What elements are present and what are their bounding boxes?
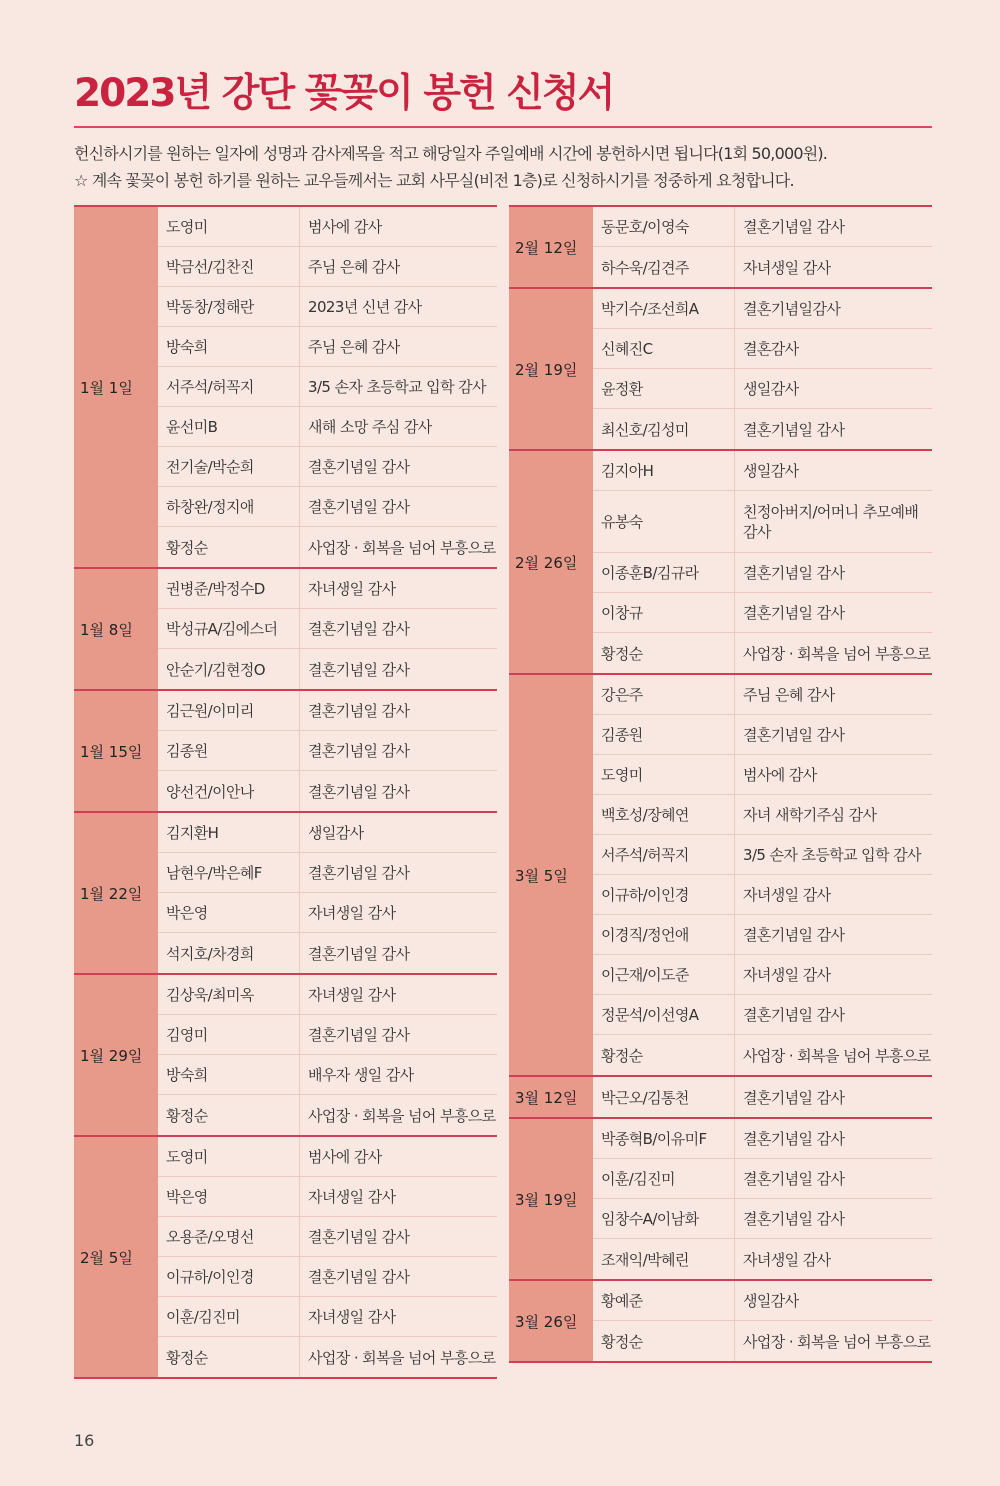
entry-list <box>593 1077 932 1117</box>
applicant-name: 도영미 <box>593 755 735 794</box>
table-row <box>593 451 932 491</box>
applicant-name: 도영미 <box>158 1137 300 1176</box>
entry-list <box>158 813 497 973</box>
applicant-name: 동문호/이영숙 <box>593 207 735 246</box>
thanks-subject: 범사에 감사 <box>743 766 817 784</box>
applicant-name: 이훈/김진미 <box>158 1297 300 1336</box>
thanks-subject: 결혼기념일 감사 <box>743 420 845 439</box>
table-row <box>593 1281 932 1321</box>
thanks-subject: 결혼기념일 감사 <box>308 782 410 801</box>
table-row <box>158 247 497 287</box>
table-row <box>158 975 497 1015</box>
applicant-name: 하창완/정지애 <box>158 487 300 526</box>
table-row <box>158 813 497 853</box>
date-group <box>74 811 497 973</box>
table-row <box>593 1239 932 1279</box>
applicant-name: 권병준/박정수D <box>158 569 300 608</box>
applicant-name: 황정순 <box>158 1337 300 1377</box>
thanks-subject: 자녀생일 감사 <box>743 966 831 984</box>
thanks-subject: 사업장 · 회복을 넘어 부흥으로 <box>308 1106 496 1125</box>
thanks-subject: 결혼기념일 감사 <box>308 498 410 516</box>
entry-list <box>158 975 497 1135</box>
thanks-subject: 결혼기념일 감사 <box>743 1006 845 1024</box>
date-group <box>74 567 497 689</box>
table-row <box>593 1159 932 1199</box>
thanks-subject: 결혼기념일 감사 <box>743 1170 845 1188</box>
thanks-subject: 범사에 감사 <box>308 218 382 236</box>
applicant-name: 강은주 <box>593 675 735 714</box>
date-group <box>74 973 497 1135</box>
applicant-name: 윤정환 <box>593 369 735 408</box>
thanks-subject: 생일감사 <box>743 380 799 398</box>
thanks-subject: 주님 은혜 감사 <box>743 686 835 704</box>
applicant-name: 박동창/정해란 <box>158 287 300 326</box>
schedule-table-right <box>509 205 932 1363</box>
thanks-subject: 자녀생일 감사 <box>308 580 396 598</box>
thanks-subject: 결혼기념일 감사 <box>308 1268 410 1286</box>
applicant-name: 백호성/장혜연 <box>593 795 735 834</box>
applicant-name: 이경직/정언애 <box>593 915 735 954</box>
thanks-subject: 결혼기념일 감사 <box>308 660 410 679</box>
schedule-table-left <box>74 205 497 1379</box>
table-row <box>593 1321 932 1361</box>
applicant-name: 김종원 <box>593 715 735 754</box>
table-row <box>593 715 932 755</box>
table-row <box>158 327 497 367</box>
thanks-subject: 2023년 신년 감사 <box>308 298 422 316</box>
table-bottom-rule <box>509 1361 932 1363</box>
thanks-subject: 결혼감사 <box>743 340 799 358</box>
table-row <box>158 609 497 649</box>
table-row <box>593 553 932 593</box>
table-row <box>593 207 932 247</box>
thanks-subject: 생일감사 <box>743 462 799 480</box>
date-cell: 3월 12일 <box>509 1077 593 1117</box>
table-row <box>593 915 932 955</box>
table-row <box>593 247 932 287</box>
thanks-subject: 자녀생일 감사 <box>743 886 831 904</box>
entry-list <box>593 675 932 1075</box>
applicant-name: 서주석/허꼭지 <box>158 367 300 406</box>
table-row <box>593 995 932 1035</box>
thanks-subject: 결혼기념일 감사 <box>743 604 845 622</box>
applicant-name: 양선건/이안나 <box>158 771 300 811</box>
applicant-name: 김지환H <box>158 813 300 852</box>
applicant-name: 박은영 <box>158 1177 300 1216</box>
applicant-name: 임창수A/이남화 <box>593 1199 735 1238</box>
thanks-subject: 결혼기념일 감사 <box>308 944 410 963</box>
thanks-subject: 자녀 새학기주심 감사 <box>743 806 877 824</box>
applicant-name: 황정순 <box>158 527 300 567</box>
applicant-name: 황정순 <box>593 633 735 673</box>
applicant-name: 방숙희 <box>158 1055 300 1094</box>
table-row <box>158 1257 497 1297</box>
table-row <box>593 1077 932 1117</box>
table-row <box>593 329 932 369</box>
applicant-name: 석지호/차경희 <box>158 933 300 973</box>
thanks-subject: 결혼기념일 감사 <box>743 726 845 744</box>
table-row <box>158 287 497 327</box>
applicant-name: 오용준/오명선 <box>158 1217 300 1256</box>
applicant-name: 최신호/김성미 <box>593 409 735 449</box>
table-row <box>593 593 932 633</box>
applicant-name: 김지아H <box>593 451 735 490</box>
table-row <box>158 527 497 567</box>
table-row <box>593 955 932 995</box>
thanks-subject: 자녀생일 감사 <box>308 1188 396 1206</box>
table-row <box>593 1035 932 1075</box>
table-row <box>158 691 497 731</box>
table-row <box>158 853 497 893</box>
entry-list <box>158 1137 497 1377</box>
thanks-subject: 주님 은혜 감사 <box>308 258 400 276</box>
applicant-name: 이규하/이인경 <box>158 1257 300 1296</box>
applicant-name: 정문석/이선영A <box>593 995 735 1034</box>
date-group <box>509 287 932 449</box>
applicant-name: 김근원/이미리 <box>158 691 300 730</box>
thanks-subject: 결혼기념일 감사 <box>743 1130 845 1148</box>
thanks-subject: 결혼기념일 감사 <box>308 620 410 638</box>
table-row <box>593 795 932 835</box>
table-row <box>158 1177 497 1217</box>
date-cell: 1월 1일 <box>74 207 158 567</box>
intro-line-2: ☆ 계속 꽃꽂이 봉헌 하기를 원하는 교우들께서는 교회 사무실(비전 1층)로 신청하시기를 정중하게 요청합니다. <box>74 171 794 190</box>
applicant-name: 황정순 <box>593 1321 735 1361</box>
entry-list <box>593 289 932 449</box>
entry-list <box>593 1281 932 1361</box>
thanks-subject: 결혼기념일 감사 <box>308 1228 410 1246</box>
applicant-name: 서주석/허꼭지 <box>593 835 735 874</box>
entry-list <box>158 691 497 811</box>
date-group <box>509 1117 932 1279</box>
table-row <box>593 675 932 715</box>
thanks-subject: 사업장 · 회복을 넘어 부흥으로 <box>743 644 931 663</box>
applicant-name: 박성규A/김에스더 <box>158 609 300 648</box>
applicant-name: 안순기/김현정O <box>158 649 300 689</box>
thanks-subject: 자녀생일 감사 <box>743 1250 831 1269</box>
thanks-subject: 자녀생일 감사 <box>308 1308 396 1326</box>
table-row <box>158 933 497 973</box>
table-row <box>158 771 497 811</box>
table-row <box>158 569 497 609</box>
date-cell: 1월 8일 <box>74 569 158 689</box>
date-group <box>509 673 932 1075</box>
thanks-subject: 결혼기념일감사 <box>743 300 841 318</box>
date-group <box>509 205 932 287</box>
table-row <box>158 1055 497 1095</box>
applicant-name: 박종혁B/이유미F <box>593 1119 735 1158</box>
table-row <box>158 367 497 407</box>
thanks-subject: 결혼기념일 감사 <box>308 742 410 760</box>
applicant-name: 이훈/김진미 <box>593 1159 735 1198</box>
thanks-subject: 결혼기념일 감사 <box>308 702 410 720</box>
table-row <box>158 207 497 247</box>
date-group <box>509 449 932 673</box>
thanks-subject: 사업장 · 회복을 넘어 부흥으로 <box>308 1348 496 1367</box>
date-cell: 3월 5일 <box>509 675 593 1075</box>
date-group <box>74 205 497 567</box>
applicant-name: 박기수/조선희A <box>593 289 735 328</box>
thanks-subject: 사업장 · 회복을 넘어 부흥으로 <box>743 1046 931 1065</box>
thanks-subject: 사업장 · 회복을 넘어 부흥으로 <box>743 1332 931 1351</box>
entry-list <box>158 207 497 567</box>
table-row <box>158 1095 497 1135</box>
title-divider <box>74 126 932 128</box>
table-row <box>593 491 932 553</box>
thanks-subject: 결혼기념일 감사 <box>743 1088 845 1107</box>
table-row <box>158 487 497 527</box>
applicant-name: 방숙희 <box>158 327 300 366</box>
applicant-name: 박금선/김찬진 <box>158 247 300 286</box>
date-cell: 3월 19일 <box>509 1119 593 1279</box>
thanks-subject: 결혼기념일 감사 <box>743 1210 845 1228</box>
table-row <box>593 1119 932 1159</box>
applicant-name: 이근재/이도준 <box>593 955 735 994</box>
table-row <box>158 407 497 447</box>
thanks-subject: 결혼기념일 감사 <box>308 458 410 476</box>
page-title: 2023년 강단 꽃꽂이 봉헌 신청서 <box>74 71 614 116</box>
thanks-subject: 새해 소망 주심 감사 <box>308 418 432 436</box>
applicant-name: 황예준 <box>593 1281 735 1320</box>
intro-text <box>74 140 944 194</box>
table-row <box>158 1137 497 1177</box>
thanks-subject: 자녀생일 감사 <box>308 904 396 922</box>
thanks-subject: 자녀생일 감사 <box>743 258 831 277</box>
date-cell: 2월 19일 <box>509 289 593 449</box>
date-group <box>509 1279 932 1361</box>
table-row <box>593 835 932 875</box>
thanks-subject: 결혼기념일 감사 <box>743 218 845 236</box>
date-cell: 2월 12일 <box>509 207 593 287</box>
table-row <box>593 875 932 915</box>
thanks-subject: 생일감사 <box>308 824 364 842</box>
applicant-name: 박근오/김통천 <box>593 1077 735 1117</box>
table-row <box>158 731 497 771</box>
applicant-name: 전기술/박순희 <box>158 447 300 486</box>
date-cell: 1월 29일 <box>74 975 158 1135</box>
applicant-name: 윤선미B <box>158 407 300 446</box>
entry-list <box>593 1119 932 1279</box>
thanks-subject: 친정아버지/어머니 추모예배감사 <box>743 502 919 541</box>
table-row <box>593 369 932 409</box>
date-cell: 2월 5일 <box>74 1137 158 1377</box>
applicant-name: 이규하/이인경 <box>593 875 735 914</box>
date-cell: 3월 26일 <box>509 1281 593 1361</box>
thanks-subject: 결혼기념일 감사 <box>743 564 845 582</box>
thanks-subject: 사업장 · 회복을 넘어 부흥으로 <box>308 538 496 557</box>
applicant-name: 남현우/박은혜F <box>158 853 300 892</box>
applicant-name: 도영미 <box>158 207 300 246</box>
table-row <box>158 649 497 689</box>
table-row <box>158 1297 497 1337</box>
table-row <box>593 755 932 795</box>
thanks-subject: 결혼기념일 감사 <box>308 864 410 882</box>
page-number: 16 <box>74 1431 95 1450</box>
date-group <box>74 1135 497 1377</box>
date-cell: 1월 15일 <box>74 691 158 811</box>
thanks-subject: 3/5 손자 초등학교 입학 감사 <box>308 378 486 396</box>
thanks-subject: 자녀생일 감사 <box>308 986 396 1004</box>
table-row <box>158 893 497 933</box>
thanks-subject: 주님 은혜 감사 <box>308 338 400 356</box>
applicant-name: 황정순 <box>593 1035 735 1075</box>
entry-list <box>593 451 932 673</box>
applicant-name: 조재익/박혜린 <box>593 1239 735 1279</box>
table-row <box>158 1217 497 1257</box>
table-bottom-rule <box>74 1377 497 1379</box>
thanks-subject: 결혼기념일 감사 <box>743 926 845 944</box>
applicant-name: 박은영 <box>158 893 300 932</box>
thanks-subject: 생일감사 <box>743 1292 799 1310</box>
thanks-subject: 3/5 손자 초등학교 입학 감사 <box>743 846 921 864</box>
date-cell: 2월 26일 <box>509 451 593 673</box>
applicant-name: 이창규 <box>593 593 735 632</box>
applicant-name: 하수욱/김견주 <box>593 247 735 287</box>
entry-list <box>593 207 932 287</box>
applicant-name: 김영미 <box>158 1015 300 1054</box>
table-row <box>593 1199 932 1239</box>
table-row <box>158 1337 497 1377</box>
table-row <box>158 1015 497 1055</box>
table-row <box>593 409 932 449</box>
entry-list <box>158 569 497 689</box>
applicant-name: 유봉숙 <box>593 491 735 552</box>
intro-line-1: 헌신하시기를 원하는 일자에 성명과 감사제목을 적고 해당일자 주일예배 시간에 봉헌하시면 됩니다(1회 50,000원). <box>74 144 828 163</box>
date-group <box>509 1075 932 1117</box>
table-row <box>593 289 932 329</box>
date-group <box>74 689 497 811</box>
thanks-subject: 결혼기념일 감사 <box>308 1026 410 1044</box>
applicant-name: 이종훈B/김규라 <box>593 553 735 592</box>
applicant-name: 김상욱/최미옥 <box>158 975 300 1014</box>
date-cell: 1월 22일 <box>74 813 158 973</box>
table-row <box>158 447 497 487</box>
applicant-name: 신혜진C <box>593 329 735 368</box>
applicant-name: 김종원 <box>158 731 300 770</box>
table-row <box>593 633 932 673</box>
thanks-subject: 배우자 생일 감사 <box>308 1066 414 1084</box>
applicant-name: 황정순 <box>158 1095 300 1135</box>
thanks-subject: 범사에 감사 <box>308 1148 382 1166</box>
